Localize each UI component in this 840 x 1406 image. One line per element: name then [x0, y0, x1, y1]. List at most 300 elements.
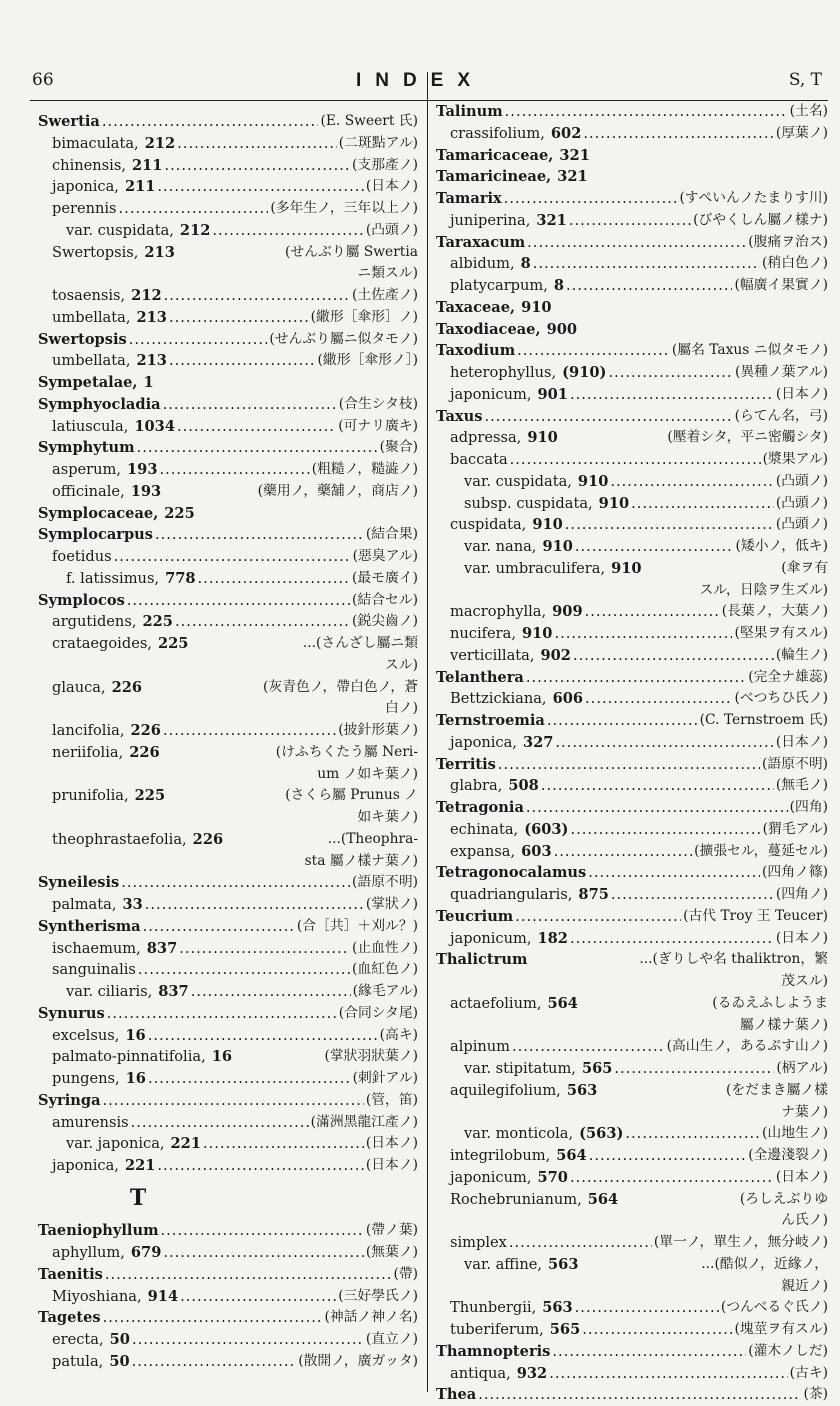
- entry-term: Territis: [436, 755, 496, 773]
- entry-gloss: (茶): [803, 1386, 828, 1403]
- leader-dots: [552, 1341, 746, 1363]
- entry-gloss: (多年生ノ，三年以上ノ): [270, 200, 418, 216]
- entry-gloss: (神話ノ神ノ名): [324, 1309, 418, 1326]
- entry-term: integrilobum,: [450, 1147, 551, 1164]
- page-ref: 50: [109, 1352, 130, 1370]
- index-entry: [38, 133, 418, 155]
- entry-term: sanguinalis: [52, 961, 136, 979]
- entry-term: Talinum: [436, 103, 503, 120]
- page-ref: 910: [532, 516, 563, 534]
- index-entry: [436, 275, 828, 297]
- leader-dots: [569, 210, 691, 232]
- entry-term: glauca,: [52, 678, 106, 696]
- entry-term: Swertopsis,: [52, 243, 139, 261]
- index-entry: [38, 1220, 418, 1242]
- entry-gloss: (完全ナ雄蕊): [748, 668, 828, 685]
- page-ref: 225: [157, 635, 189, 652]
- entry-gloss: (支那產ノ): [352, 156, 418, 173]
- leader-dots: [509, 1232, 652, 1254]
- entry-term: pungens,: [52, 1070, 120, 1087]
- entry-gloss: (古代 Troy 王 Teucer): [683, 907, 828, 924]
- index-entry: [436, 1080, 828, 1102]
- leader-dots: [566, 275, 732, 297]
- page-ref: 226: [130, 722, 161, 739]
- entry-term: Thalictrum: [436, 951, 528, 969]
- entry-gloss: (日本ノ): [775, 385, 828, 402]
- page-ref: 910: [522, 625, 553, 642]
- leader-dots: [570, 819, 760, 841]
- entry-gloss: (語原不明): [352, 874, 418, 891]
- index-entry: [38, 394, 418, 416]
- entry-gloss: (四角): [789, 799, 828, 815]
- entry-term: cuspidata,: [450, 516, 527, 534]
- entry-term: officinale,: [52, 482, 125, 500]
- entry-term: Swertia: [38, 113, 100, 130]
- entry-gloss: (日本ノ): [365, 178, 418, 195]
- index-entry: [38, 1307, 418, 1329]
- entry-term: Symphytum: [38, 439, 135, 457]
- entry-gloss: (合［共］＋刈ル？): [296, 917, 418, 934]
- entry-term: Bettzickiana,: [450, 690, 547, 708]
- leader-dots: [510, 449, 761, 471]
- index-entry: [38, 742, 418, 764]
- entry-term: simplex: [450, 1234, 507, 1251]
- index-entry: [436, 710, 828, 732]
- page-ref: 602: [550, 124, 582, 142]
- leader-dots: [132, 1329, 364, 1351]
- entry-gloss-continuation: [38, 263, 418, 285]
- entry-term: umbellata,: [52, 308, 131, 326]
- leader-dots: [179, 938, 350, 960]
- index-entry: [436, 645, 828, 667]
- entry-gloss: (三好學氏ノ): [338, 1287, 418, 1304]
- leader-dots: [585, 601, 720, 623]
- entry-gloss: (壓着シタ，平ニ密觸シタ): [667, 429, 828, 446]
- entry-term: Tetragonocalamus: [436, 864, 587, 882]
- section-letters: S, T: [788, 70, 822, 90]
- index-entry: [436, 558, 828, 580]
- entry-term: foetidus: [52, 548, 112, 565]
- entry-gloss: (止血性ノ): [352, 939, 418, 956]
- entry-gloss: um ノ如キ葉ノ): [317, 765, 418, 782]
- entry-gloss: (帶ノ葉): [365, 1222, 418, 1239]
- index-entry: [436, 493, 828, 515]
- entry-term: Thea: [436, 1386, 477, 1404]
- index-entry: [38, 938, 418, 960]
- index-entry: [38, 611, 418, 633]
- entry-gloss: (せんぶり屬 Swertia: [285, 243, 418, 260]
- entry-term: Taxus: [436, 407, 483, 425]
- leader-dots: [167, 785, 283, 807]
- entry-gloss: (掌狀羽狀葉ノ): [324, 1048, 418, 1065]
- index-entry: [436, 210, 828, 232]
- right-column: [436, 101, 828, 1406]
- index-entry: [436, 340, 828, 362]
- entry-gloss: (繖形［傘形］ノ): [310, 308, 418, 325]
- leader-dots: [554, 623, 732, 645]
- index-entry: [436, 1058, 828, 1080]
- index-entry: [38, 242, 418, 264]
- leader-dots: [103, 1307, 323, 1329]
- page-ref: 16: [211, 1048, 233, 1066]
- leader-dots: [529, 949, 637, 971]
- leader-dots: [163, 1242, 363, 1264]
- leader-dots: [138, 959, 350, 981]
- index-entry: [38, 1090, 418, 1112]
- page-ref: 910: [598, 494, 630, 512]
- entry-term: crassifolium,: [450, 124, 545, 142]
- entry-term: patula,: [52, 1352, 104, 1370]
- entry-term: Rochebrunianum,: [450, 1190, 582, 1208]
- entry-gloss: 屬ノ樣ナ葉ノ): [739, 1016, 828, 1033]
- entry-term: Thunbergii,: [450, 1299, 537, 1317]
- page-ref: 603: [521, 842, 552, 860]
- index-entry: [436, 253, 828, 275]
- entry-term: Sympetalae,: [38, 374, 138, 391]
- entry-gloss: (四角ノ): [775, 886, 828, 902]
- entry-gloss: ...(酷似ノ，近緣ノ，: [701, 1255, 828, 1272]
- page-ref: 226: [192, 830, 224, 848]
- entry-gloss: (べつちひ氏ノ): [734, 690, 828, 707]
- leader-dots: [132, 1351, 297, 1373]
- entry-gloss: (擴張セル，蔓延セル): [694, 842, 828, 859]
- page-ref: 606: [552, 690, 584, 708]
- index-entry: [38, 633, 418, 655]
- index-entry: [38, 546, 418, 568]
- entry-gloss: (つんべるぐ氏ノ): [720, 1299, 828, 1316]
- index-entry: [436, 949, 828, 971]
- entry-gloss: (凸頭ノ): [365, 221, 418, 238]
- entry-term: echinata,: [450, 820, 519, 838]
- entry-gloss: (土名): [789, 103, 828, 119]
- section-heading: T: [129, 1184, 147, 1211]
- entry-term: japonicum,: [450, 385, 532, 403]
- index-entry: [436, 384, 828, 406]
- entry-gloss: (鋭尖齒ノ): [352, 613, 418, 630]
- leader-dots: [570, 928, 774, 950]
- leader-dots: [575, 1297, 719, 1319]
- leader-dots: [145, 894, 364, 916]
- entry-gloss: (藥用ノ，藥舗ノ，商店ノ): [257, 482, 418, 499]
- entry-term: theophrastaefolia,: [52, 830, 187, 848]
- index-entry: [436, 1232, 828, 1254]
- entry-gloss: ...(さんざし屬ニ類: [302, 635, 418, 651]
- entry-gloss: (異種ノ葉アル): [735, 364, 828, 380]
- entry-gloss: (矮小ノ，低キ): [735, 538, 828, 554]
- entry-term: Miyoshiana,: [52, 1287, 142, 1305]
- index-entry: [436, 232, 828, 254]
- entry-term: argutidens,: [52, 613, 137, 631]
- index-entry: [436, 145, 828, 167]
- entry-gloss: (合同シタ尾): [338, 1004, 418, 1021]
- page-ref: 1: [143, 374, 154, 391]
- entry-gloss: (語原不明): [762, 755, 828, 772]
- index-entry: [436, 928, 828, 950]
- entry-gloss: 如キ葉ノ): [357, 809, 418, 825]
- index-entry: [38, 285, 418, 307]
- page-ref: 564: [547, 994, 578, 1012]
- entry-term: Symplocarpus: [38, 526, 154, 544]
- leader-dots: [625, 1123, 760, 1145]
- leader-dots: [554, 841, 693, 863]
- page-number: 66: [32, 70, 54, 90]
- entry-term: Thamnopteris: [436, 1342, 551, 1360]
- index-entry: [38, 981, 418, 1003]
- column-divider: [427, 72, 428, 1392]
- index-entry: [436, 667, 828, 689]
- index-entry: [38, 198, 418, 220]
- entry-gloss: (刺針アル): [352, 1070, 418, 1086]
- entry-gloss: (管，笛): [365, 1091, 418, 1108]
- leader-dots: [148, 1068, 351, 1090]
- index-entry: [38, 1264, 418, 1286]
- entry-term: heterophyllus,: [450, 364, 557, 381]
- entry-gloss: (土佐產ノ): [352, 287, 418, 303]
- index-entry: [436, 123, 828, 145]
- entry-term: japonica,: [52, 178, 119, 196]
- index-entry: [436, 1123, 828, 1145]
- entry-term: Symplocaceae,: [38, 504, 159, 522]
- entry-gloss: (柄アル): [776, 1060, 828, 1076]
- page-ref: 225: [164, 504, 195, 522]
- page-ref: 211: [131, 156, 163, 174]
- index-entry: [38, 959, 418, 981]
- page-ref: 213: [136, 352, 167, 370]
- index-entry: [436, 536, 828, 558]
- leader-dots: [102, 111, 319, 133]
- leader-dots: [157, 1155, 363, 1177]
- leader-dots: [129, 329, 268, 351]
- leader-dots: [573, 645, 774, 667]
- entry-gloss-continuation: [436, 1276, 828, 1298]
- index-entry: [38, 872, 418, 894]
- leader-dots: [107, 1003, 337, 1025]
- entry-term: Taraxacum: [436, 233, 526, 251]
- index-entry: [38, 350, 418, 372]
- page-ref: 226: [111, 678, 143, 696]
- leader-dots: [560, 427, 666, 449]
- entry-gloss: (無葉ノ): [365, 1244, 418, 1260]
- page-ref: 33: [122, 896, 143, 913]
- entry-term: amurensis: [52, 1113, 129, 1131]
- index-entry: [38, 1286, 418, 1308]
- entry-gloss: ...(ぎりしや名 thaliktron，繁: [639, 951, 828, 968]
- page-ref: 563: [548, 1255, 579, 1273]
- entry-term: antiqua,: [450, 1364, 511, 1382]
- leader-dots: [212, 220, 363, 242]
- leader-dots: [191, 981, 351, 1003]
- entry-term: latiuscula,: [52, 417, 129, 435]
- leader-dots: [570, 384, 774, 406]
- leader-dots: [608, 362, 733, 384]
- page-ref: 837: [158, 983, 189, 1000]
- entry-gloss-continuation: [436, 1210, 828, 1232]
- index-entry: [38, 111, 418, 133]
- page-ref: 565: [581, 1060, 613, 1077]
- index-entry: [38, 416, 418, 438]
- entry-gloss-continuation: [38, 655, 418, 677]
- page-ref: 910: [542, 538, 573, 555]
- index-entry: [38, 1242, 418, 1264]
- entry-gloss: (惡臭アル): [352, 548, 418, 564]
- entry-gloss: (結合果): [365, 526, 418, 543]
- leader-dots: [161, 1220, 364, 1242]
- leader-dots: [512, 1036, 665, 1058]
- index-entry: [38, 329, 418, 351]
- leader-dots: [137, 437, 378, 459]
- leader-dots: [127, 590, 350, 612]
- entry-gloss: (緣毛アル): [352, 983, 418, 999]
- entry-gloss: (塊莖ヲ有スル): [734, 1321, 828, 1337]
- index-entry: [436, 1319, 828, 1341]
- entry-term: excelsus,: [52, 1026, 120, 1044]
- entry-term: tuberiferum,: [450, 1321, 544, 1338]
- leader-dots: [631, 493, 774, 515]
- entry-term: ischaemum,: [52, 939, 141, 957]
- leader-dots: [177, 416, 336, 438]
- entry-gloss: (灰青色ノ，帶白色ノ，蒼: [263, 678, 418, 695]
- entry-gloss: (全邊淺裂ノ): [748, 1147, 828, 1163]
- entry-term: Tamaricaceae,: [436, 146, 554, 164]
- page-ref: 563: [566, 1081, 598, 1099]
- index-entry: [436, 1363, 828, 1385]
- index-entry: [436, 688, 828, 710]
- entry-gloss: (C. Ternstroem 氏): [699, 712, 828, 728]
- entry-gloss: (帶): [393, 1265, 418, 1282]
- leader-dots: [157, 176, 363, 198]
- entry-gloss: (散開ノ，廣ガッタ): [298, 1352, 418, 1369]
- leader-dots: [585, 688, 732, 710]
- entry-term: Symphyocladia: [38, 395, 161, 413]
- entry-gloss: (粗糙ノ，糙澁ノ): [311, 461, 418, 477]
- entry-gloss: スル，日陰ヲ生ズル): [699, 581, 828, 598]
- entry-term: Swertopsis: [38, 330, 127, 348]
- index-entry: [38, 1133, 418, 1155]
- entry-gloss: (掌狀ノ): [365, 896, 418, 912]
- entry-gloss: (E. Sweert 氏): [320, 113, 418, 129]
- entry-term: var. cuspidata,: [66, 221, 174, 239]
- leader-dots: [580, 1254, 699, 1276]
- page-title: INDEX: [355, 70, 485, 91]
- entry-term: var. nana,: [464, 538, 537, 555]
- page-ref: 193: [127, 461, 158, 478]
- entry-term: Teucrium: [436, 907, 514, 925]
- entry-gloss-continuation: [38, 764, 418, 786]
- entry-gloss: (合生シタ枝): [338, 395, 418, 412]
- page-ref: 211: [124, 178, 156, 196]
- page-ref: 910: [611, 559, 642, 577]
- index-entry: [38, 1025, 418, 1047]
- page-ref: 212: [131, 287, 162, 304]
- page-ref: 837: [146, 939, 178, 957]
- index-entry: [38, 1046, 418, 1068]
- index-entry: [436, 101, 828, 123]
- index-entry: [38, 1112, 418, 1134]
- index-entry: [38, 220, 418, 242]
- page-ref: 182: [537, 929, 568, 947]
- leader-dots: [164, 285, 350, 307]
- entry-term: Ternstroemia: [436, 712, 545, 729]
- entry-term: Tetragonia: [436, 799, 524, 816]
- page-ref: 50: [109, 1331, 130, 1348]
- leader-dots: [155, 524, 364, 546]
- index-entry: [436, 449, 828, 471]
- leader-dots: [163, 720, 336, 742]
- entry-term: Synurus: [38, 1004, 105, 1022]
- index-entry: [38, 829, 418, 851]
- entry-gloss: (血紅色ノ): [352, 961, 418, 978]
- leader-dots: [177, 242, 283, 264]
- index-entry: [436, 362, 828, 384]
- leader-dots: [549, 1363, 787, 1385]
- index-entry: [38, 459, 418, 481]
- index-entry: [436, 514, 828, 536]
- index-entry: [38, 785, 418, 807]
- index-entry: [38, 481, 418, 503]
- page-ref: 226: [129, 743, 160, 761]
- entry-term: prunifolia,: [52, 787, 129, 805]
- page-ref: 508: [508, 777, 539, 795]
- entry-gloss: (繖形［傘形ノ］): [317, 352, 418, 369]
- entry-gloss: (るゐえふしようま: [712, 994, 828, 1011]
- entry-gloss: (古キ): [789, 1364, 828, 1381]
- page-ref: (910): [562, 364, 607, 381]
- leader-dots: [515, 906, 681, 928]
- index-entry: [436, 1145, 828, 1167]
- page-ref: 321: [557, 168, 588, 186]
- page-ref: 679: [130, 1244, 162, 1261]
- page-ref: 225: [142, 613, 173, 631]
- index-entry: [436, 884, 828, 906]
- leader-dots: [527, 232, 746, 254]
- leader-dots: [198, 568, 351, 590]
- page-ref: 8: [520, 255, 531, 273]
- entry-term: var. affine,: [464, 1255, 543, 1273]
- leader-dots: [162, 742, 274, 764]
- leader-dots: [177, 133, 337, 155]
- page-ref: 225: [134, 787, 166, 805]
- page-ref: 901: [537, 385, 568, 403]
- index-entry: [436, 1254, 828, 1276]
- entry-term: erecta,: [52, 1331, 104, 1348]
- page-ref: 321: [536, 211, 567, 229]
- entry-term: quadriangularis,: [450, 886, 573, 903]
- entry-term: Syntherisma: [38, 917, 141, 935]
- page-ref: (603): [524, 820, 569, 838]
- entry-term: glabra,: [450, 777, 503, 795]
- index-entry: [436, 1297, 828, 1319]
- index-entry: [436, 732, 828, 754]
- entry-gloss-continuation: [436, 1102, 828, 1124]
- index-entry: [436, 601, 828, 623]
- entry-gloss: sta 屬ノ樣ナ葉ノ): [304, 852, 418, 869]
- entry-gloss: (最モ廣イ): [352, 569, 418, 586]
- page-ref: 327: [522, 733, 554, 751]
- page-ref: 910: [527, 429, 558, 447]
- leader-dots: [610, 471, 773, 493]
- leader-dots: [169, 307, 309, 329]
- entry-term: albidum,: [450, 255, 515, 273]
- index-entry: [38, 1329, 418, 1351]
- page-ref: 563: [542, 1299, 573, 1317]
- entry-term: var. japonica,: [66, 1135, 165, 1153]
- entry-gloss: (凸頭ノ): [775, 494, 828, 511]
- index-entry: [38, 307, 418, 329]
- index-entry: [38, 1003, 418, 1025]
- page-ref: 1034: [134, 417, 175, 435]
- index-entry: [38, 524, 418, 546]
- page-ref: 900: [546, 320, 578, 338]
